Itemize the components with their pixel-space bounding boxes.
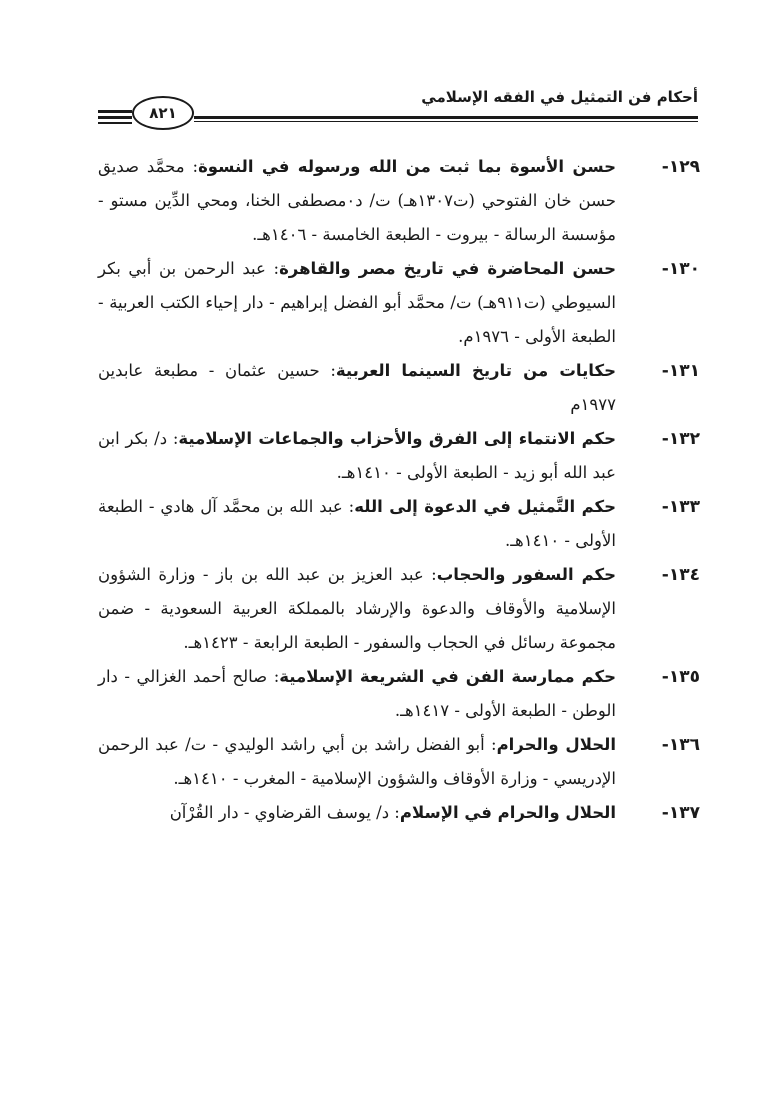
entry-number: ١٣٤-: [661, 565, 700, 585]
header-rule-thin: [194, 121, 698, 122]
bibliography-entry: [98, 728, 700, 796]
bibliography-entry: [98, 796, 700, 830]
bibliography-entry: [98, 354, 700, 422]
entry-number: ١٣٣-: [661, 497, 700, 517]
entry-details: : صالح أحمد الغزالي - دار الوطن - الطبعة الأولى - ١٤١٧هـ.: [98, 667, 616, 720]
entry-number: ١٣٥-: [661, 667, 700, 687]
header-rule: [194, 116, 698, 119]
entry-title: حكايات من تاريخ السينما العربية: [335, 361, 616, 380]
entry-details: : عبد الرحمن بن أبي بكر السيوطي (ت٩١١هـ) ت/ محمَّد أبو الفضل إبراهيم - دار إحياء الكتب العربية - الطبعة الأولى - ١٩٧٦م.: [98, 259, 616, 346]
bibliography-entry: [98, 490, 700, 558]
bibliography-entry: [98, 660, 700, 728]
entry-details: : حسين عثمان - مطبعة عابدين ١٩٧٧م: [98, 361, 616, 414]
bibliography-entry: [98, 422, 700, 490]
entry-details: : أبو الفضل راشد بن أبي راشد الوليدي - ت/ عبد الرحمن الإدريسي - وزارة الأوقاف والشؤون الإسلامية - المغرب - ١٤١٠هـ.: [98, 735, 616, 788]
entry-number: ١٣٧-: [661, 803, 700, 823]
entry-title: حكم ممارسة الفن في الشريعة الإسلامية: [279, 667, 616, 686]
entry-number: ١٣٦-: [661, 735, 700, 755]
entry-number: ١٢٩-: [661, 157, 700, 177]
entry-number: ١٣١-: [661, 361, 700, 381]
entry-details: : د/ يوسف القرضاوي - دار القُرْآن: [169, 803, 400, 822]
header-rule-left: [98, 122, 132, 124]
page-header: [98, 82, 698, 130]
bibliography-list: [98, 150, 700, 830]
entry-number: ١٣٠-: [661, 259, 700, 279]
entry-title: حسن المحاضرة في تاريخ مصر والقاهرة: [279, 259, 616, 278]
running-title: أحكام فن التمثيل في الفقه الإسلامي: [421, 88, 698, 106]
entry-details: : محمَّد صديق حسن خان الفتوحي (ت١٣٠٧هـ) ت/ د٠مصطفى الخنا، ومحي الدِّين مستو - مؤسسة الرسالة - بيروت - الطبعة الخامسة - ١٤٠٦هـ.: [98, 157, 616, 244]
entry-details: : د/ بكر ابن عبد الله أبو زيد - الطبعة الأولى - ١٤١٠هـ.: [98, 429, 616, 482]
entry-details: : عبد العزيز بن عبد الله بن باز - وزارة الشؤون الإسلامية والأوقاف والدعوة والإرشاد بالمملكة العربية السعودية - ضمن مجموعة رسائل في الحجاب والسفور - الطبعة الرابعة - ١٤٢٣هـ.: [98, 565, 616, 652]
entry-title: حكم السفور والحجاب: [436, 565, 617, 584]
entry-details: : عبد الله بن محمَّد آل هادي - الطبعة الأولى - ١٤١٠هـ.: [98, 497, 616, 550]
entry-title: حكم التَّمثيل في الدعوة إلى الله: [354, 497, 616, 516]
bibliography-entry: [98, 558, 700, 660]
bibliography-entry: [98, 150, 700, 252]
entry-title: الحلال والحرام: [496, 735, 616, 754]
entry-title: الحلال والحرام في الإسلام: [399, 803, 616, 822]
header-rule-left: [98, 116, 132, 119]
header-rule-left: [98, 110, 132, 113]
bibliography-entry: [98, 252, 700, 354]
entry-title: حكم الانتماء إلى الفرق والأحزاب والجماعات الإسلامية: [178, 429, 617, 448]
page-number: ٨٢١: [132, 96, 194, 130]
entry-title: حسن الأسوة بما ثبت من الله ورسوله في النسوة: [198, 157, 616, 176]
entry-number: ١٣٢-: [661, 429, 700, 449]
